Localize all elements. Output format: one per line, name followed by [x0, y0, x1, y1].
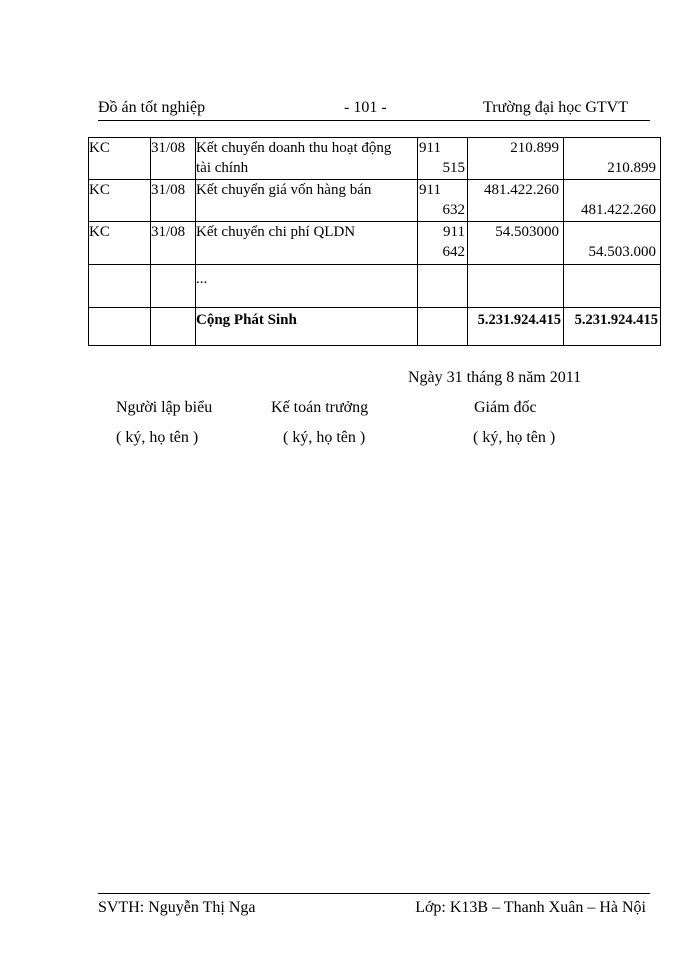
debit-amount-cell — [468, 138, 564, 180]
debit-amount: 210.899 — [510, 140, 559, 156]
total-credit-cell — [564, 308, 661, 346]
entry-description — [196, 222, 418, 265]
description-line: Kết chuyển chi phí QLDN — [196, 224, 356, 240]
account-cell — [418, 222, 468, 265]
entry-description — [196, 138, 418, 180]
voucher-code: KC — [89, 222, 151, 265]
empty-cell — [418, 308, 468, 346]
credit-account: 515 — [442, 160, 465, 176]
total-row — [89, 308, 661, 346]
credit-amount: 54.503.000 — [588, 244, 656, 260]
preparer-title: Người lập biểu — [116, 399, 213, 416]
empty-cell — [89, 265, 151, 308]
voucher-date: 31/08 — [151, 222, 196, 265]
debit-amount-cell — [468, 180, 564, 222]
director-title: Giám đốc — [474, 399, 537, 416]
total-label-text: Cộng Phát Sinh — [196, 312, 297, 328]
debit-account: 911 — [443, 224, 465, 240]
director-note: ( ký, họ tên ) — [473, 429, 556, 446]
total-credit: 5.231.924.415 — [574, 312, 658, 328]
debit-amount: 481.422.260 — [484, 182, 559, 198]
credit-account: 632 — [442, 202, 465, 218]
chief-accountant-note: ( ký, họ tên ) — [283, 429, 366, 446]
credit-amount: 210.899 — [607, 160, 656, 176]
footer-student: SVTH: Nguyễn Thị Nga — [98, 899, 256, 916]
credit-account: 642 — [442, 244, 465, 260]
continuation-ellipsis — [196, 265, 418, 308]
empty-cell — [564, 265, 661, 308]
chief-accountant-title: Kế toán trưởng — [271, 399, 369, 416]
signoff-date: Ngày 31 tháng 8 năm 2011 — [408, 369, 582, 386]
credit-amount: 481.422.260 — [581, 202, 656, 218]
preparer-note: ( ký, họ tên ) — [116, 429, 199, 446]
page-number: - 101 - — [344, 99, 387, 116]
voucher-code: KC — [89, 138, 151, 180]
voucher-date: 31/08 — [151, 180, 196, 222]
total-debit-cell — [468, 308, 564, 346]
credit-amount-cell — [564, 138, 661, 180]
debit-account: 911 — [419, 182, 441, 198]
page-header — [98, 98, 650, 121]
empty-cell — [89, 308, 151, 346]
entry-description — [196, 180, 418, 222]
table-row — [89, 180, 661, 222]
header-thesis-title: Đồ án tốt nghiệp — [98, 99, 206, 116]
empty-cell — [468, 265, 564, 308]
empty-cell — [151, 265, 196, 308]
empty-cell — [151, 308, 196, 346]
debit-amount: 54.503000 — [495, 224, 559, 240]
table-row — [89, 138, 661, 180]
description-line: Kết chuyển giá vốn hàng bán — [196, 182, 372, 198]
description-line: Kết chuyển doanh thu hoạt động — [196, 140, 392, 156]
header-university: Trường đại học GTVT — [483, 99, 628, 116]
table-row — [89, 265, 661, 308]
credit-amount-cell — [564, 180, 661, 222]
debit-amount-cell — [468, 222, 564, 265]
credit-amount-cell — [564, 222, 661, 265]
account-cell — [418, 138, 468, 180]
empty-cell — [418, 265, 468, 308]
description-line: tài chính — [196, 160, 249, 176]
debit-account: 911 — [419, 140, 441, 156]
ledger-table — [88, 137, 661, 346]
total-debit: 5.231.924.415 — [477, 312, 561, 328]
table-row — [89, 222, 661, 265]
ellipsis-text: ... — [196, 271, 208, 287]
page-footer — [98, 893, 650, 918]
voucher-date: 31/08 — [151, 138, 196, 180]
voucher-code: KC — [89, 180, 151, 222]
total-label — [196, 308, 418, 346]
footer-class: Lớp: K13B – Thanh Xuân – Hà Nội — [415, 899, 646, 916]
account-cell — [418, 180, 468, 222]
